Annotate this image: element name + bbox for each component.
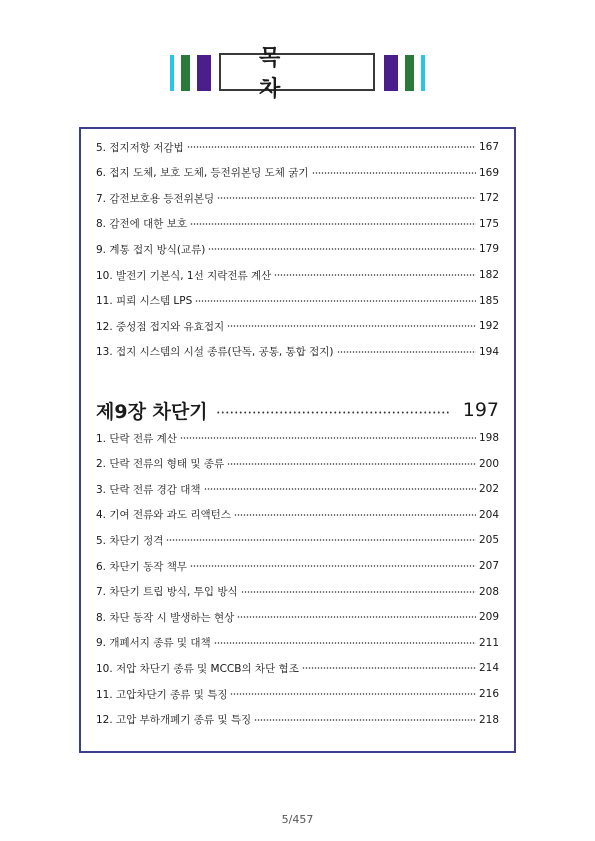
chapter-entry-text: 8. 차단 동작 시 발생하는 현상 [96,611,235,624]
dot-leader [217,196,476,200]
chapter-entry[interactable] [96,660,499,676]
dot-leader [190,222,476,226]
toc-entry-page: 182 [478,269,499,281]
dot-leader [230,692,475,696]
dot-leader [337,350,476,354]
toc-entry-page: 192 [478,320,499,333]
toc-entry-page: 169 [478,166,499,179]
decor-bar-cyan-left [170,55,174,91]
dot-leader [195,299,476,303]
toc-entry[interactable] [96,267,499,283]
toc-entry[interactable] [96,165,499,181]
chapter-page: 197 [462,399,499,421]
toc-entry-page: 179 [478,243,499,256]
chapter-entry-page: 208 [478,585,499,598]
dot-leader [166,538,476,542]
toc-entry-text: 5. 접지저항 저감법 [96,141,184,154]
dot-leader [190,564,476,568]
toc-title: 목 차 [219,53,375,91]
chapter-entry[interactable] [96,584,499,600]
dot-leader [237,615,476,619]
toc-entry-page: 194 [478,345,499,358]
chapter-entry[interactable] [96,481,499,497]
toc-header [0,46,595,102]
chapter-entry-text: 11. 고압차단기 종류 및 특징 [96,688,228,701]
chapter-entry[interactable] [96,558,499,574]
toc-entry-text: 9. 계통 접지 방식(교류) [96,243,206,256]
page-indicator: 5/457 [281,813,314,826]
chapter-entry-text: 1. 단락 전류 계산 [96,432,177,445]
chapter-entry-page: 218 [478,713,499,726]
chapter-entry-page: 216 [478,688,499,700]
dot-leader [312,171,476,175]
toc-entry[interactable] [96,344,499,360]
chapter-entry-page: 207 [478,560,499,572]
toc-entry[interactable] [96,241,499,257]
chapter-entry-text: 6. 차단기 동작 책무 [96,560,188,573]
dot-leader [216,410,449,415]
toc-entry-text: 8. 감전에 대한 보호 [96,218,188,231]
dot-leader [208,247,476,251]
dot-leader [274,273,476,277]
dot-leader [302,666,476,670]
dot-leader [234,513,476,517]
toc-entry-text: 10. 발전기 기본식, 1선 지락전류 계산 [96,269,272,282]
chapter-entry-text: 5. 차단기 정격 [96,534,164,547]
chapter-entry[interactable] [96,712,499,728]
chapter-entry-page: 200 [478,457,499,470]
chapter-heading[interactable] [96,397,499,423]
toc-entry-text: 6. 접지 도체, 보호 도체, 등전위본딩 도체 굵기 [96,167,309,180]
toc-entry-page: 185 [478,294,499,307]
toc-entry-page: 175 [478,217,499,230]
toc-entry-text: 13. 접지 시스템의 시설 종류(단독, 공통, 통합 접지) [96,346,334,359]
toc-entry[interactable] [96,216,499,232]
chapter-entry[interactable] [96,532,499,548]
chapter-title: 제9장 차단기 [96,400,208,423]
chapter-entry[interactable] [96,686,499,702]
chapter-entry-text: 4. 기여 전류와 과도 리액턴스 [96,509,231,522]
chapter-entry-page: 204 [478,508,499,521]
decor-bar-purple-left [197,55,211,91]
toc-entry-text: 7. 감전보호용 등전위본딩 [96,192,215,205]
chapter-entry-text: 2. 단락 전류의 형태 및 종류 [96,458,225,471]
dot-leader [254,718,476,722]
chapter-entry-text: 10. 저압 차단기 종류 및 MCCB의 차단 협조 [96,662,299,675]
dot-leader [227,324,476,328]
chapter-entry-text: 12. 고압 부하개폐기 종류 및 특징 [96,714,252,727]
decor-bar-green-left [181,55,190,91]
chapter-entry-page: 209 [478,611,499,624]
toc-entry[interactable] [96,139,499,155]
chapter-entry[interactable] [96,507,499,523]
chapter-entry-page: 205 [478,534,499,547]
toc-entry[interactable] [96,190,499,206]
chapter-entry[interactable] [96,609,499,625]
chapter-entry-text: 3. 단락 전류 경감 대책 [96,483,201,496]
decor-bar-cyan-right [421,55,425,91]
toc-entry-text: 12. 중성점 접지와 유효접지 [96,320,225,333]
toc-entry[interactable] [96,293,499,309]
chapter-entry-page: 214 [478,662,499,675]
chapter-entry-text: 9. 개폐서지 종류 및 대책 [96,637,211,650]
toc-entry[interactable] [96,318,499,334]
chapter-entry[interactable] [96,456,499,472]
dot-leader [204,487,476,491]
decor-bar-purple-right [384,55,398,91]
chapter-entry-page: 211 [478,636,499,649]
dot-leader [227,462,476,466]
toc-entry-page: 172 [478,192,499,205]
chapter-entry-page: 202 [478,483,499,496]
chapter-entry[interactable] [96,635,499,651]
decor-bar-green-right [405,55,414,91]
toc-entry-text: 11. 피뢰 시스템 LPS [96,295,193,308]
dot-leader [180,436,476,440]
chapter-entry-page: 198 [478,432,499,444]
dot-leader [241,590,476,594]
toc-entry-page: 167 [478,141,499,153]
chapter-entry-text: 7. 차단기 트립 방식, 투입 방식 [96,586,238,599]
dot-leader [187,145,476,149]
chapter-entry[interactable] [96,430,499,446]
dot-leader [214,641,476,645]
